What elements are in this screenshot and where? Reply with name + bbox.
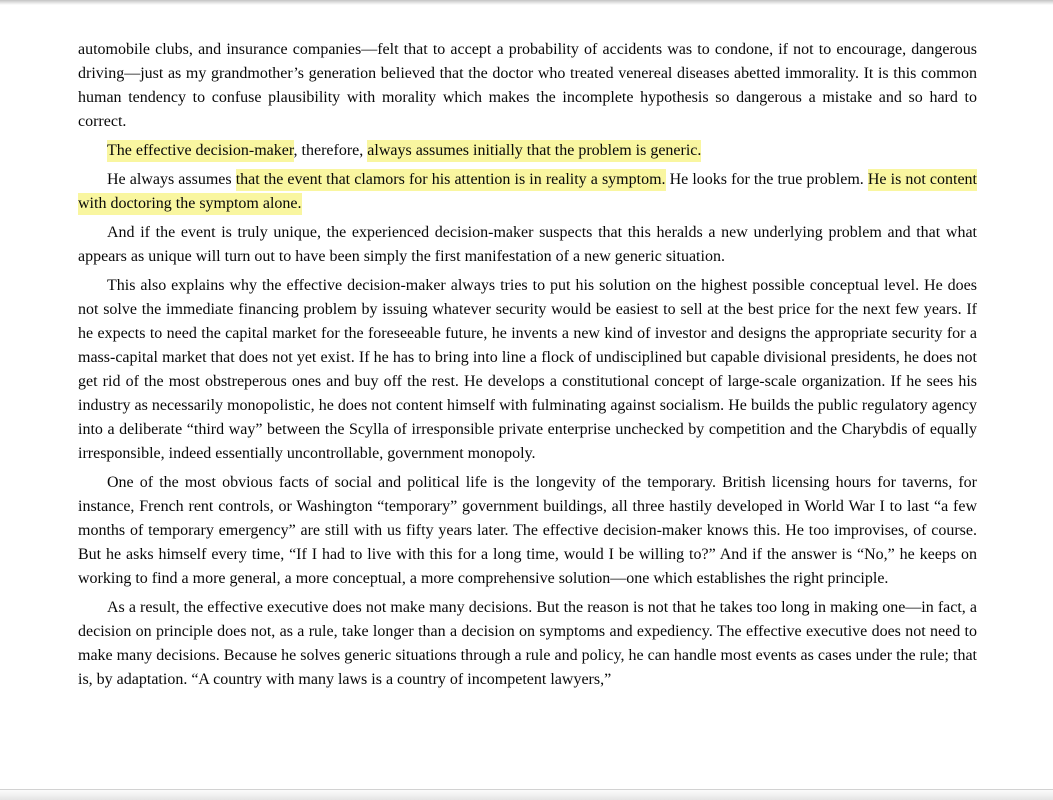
- window-top-edge: [0, 0, 1053, 5]
- text-segment: automobile clubs, and insurance companies—felt that to accept a probability of accidents was to condone, if not to encourage, dangerous driving—just as my grandmother’s generation believed that the doctor who treated venereal diseases abetted immorality. It is this common human tendency to confuse plausibility with morality which makes the incomplete hypothesis so dangerous a mistake and so hard to correct.: [78, 41, 977, 130]
- text-segment: This also explains why the effective decision-maker always tries to put his solution on the highest possible conceptual level. He does not solve the immediate financing problem by issuing whatever security would be easiest to sell at the best price for the next few years. If he expects to need the capital market for the foreseeable future, he invents a new kind of investor and designs the appropriate security for a mass-capital market that does not yet exist. If he has to bring into line a flock of undisciplined but capable divisional presidents, he does not get rid of the most obstreperous ones and buy off the rest. He develops a constitutional concept of large-scale organization. If he sees his industry as necessarily monopolistic, he does not content himself with fulminating against socialism. He builds the public regulatory agency into a deliberate “third way” between the Scylla of irresponsible private enterprise unchecked by competition and the Charybdis of equally irresponsible, indeed essentially uncontrollable, government monopoly.: [78, 277, 977, 462]
- page-text: [78, 38, 977, 697]
- text-segment: He always assumes: [107, 171, 236, 188]
- paragraph: [78, 596, 977, 692]
- text-segment: He looks for the true problem.: [665, 171, 868, 188]
- text-segment: And if the event is truly unique, the experienced decision-maker suspects that this heralds a new underlying problem and that what appears as unique will turn out to have been simply the first manifestation of a new generic situation.: [78, 224, 977, 265]
- text-segment: One of the most obvious facts of social and political life is the longevity of the temporary. British licensing hours for taverns, for instance, French rent controls, or Washington “temporary” government buildings, all three hastily developed in World War I to last “a few months of temporary emergency” are still with us fifty years later. The effective decision-maker knows this. He too improvises, of course. But he asks himself every time, “If I had to live with this for a long time, would I be willing to?” And if the answer is “No,” he keeps on working to find a more general, a more conceptual, a more comprehensive solution—one which establishes the right principle.: [78, 474, 977, 587]
- text-segment: As a result, the effective executive does not make many decisions. But the reason is not that he takes too long in making one—in fact, a decision on principle does not, as a rule, take longer than a decision on symptoms and expediency. The effective executive does not need to make many decisions. Because he solves generic situations through a rule and policy, he can handle most events as cases under the rule; that is, by adaptation. “A country with many laws is a country of incompetent lawyers,”: [78, 599, 977, 688]
- highlighted-text[interactable]: that the event that clamors for his attention is in reality a symptom.: [236, 169, 666, 191]
- paragraph: [78, 274, 977, 466]
- highlighted-text[interactable]: always assumes initially that the problem is generic.: [367, 140, 701, 162]
- highlighted-text[interactable]: The effective decision-maker: [107, 140, 294, 162]
- paragraph: [78, 221, 977, 269]
- paragraph: [78, 38, 977, 134]
- paragraph: [78, 168, 977, 216]
- paragraph: [78, 139, 977, 163]
- highlighted-text[interactable]: He is not content with doctoring the symptom alone.: [78, 169, 977, 215]
- paragraph: [78, 471, 977, 591]
- window-bottom-edge: [0, 789, 1053, 800]
- text-segment: , therefore,: [293, 142, 368, 159]
